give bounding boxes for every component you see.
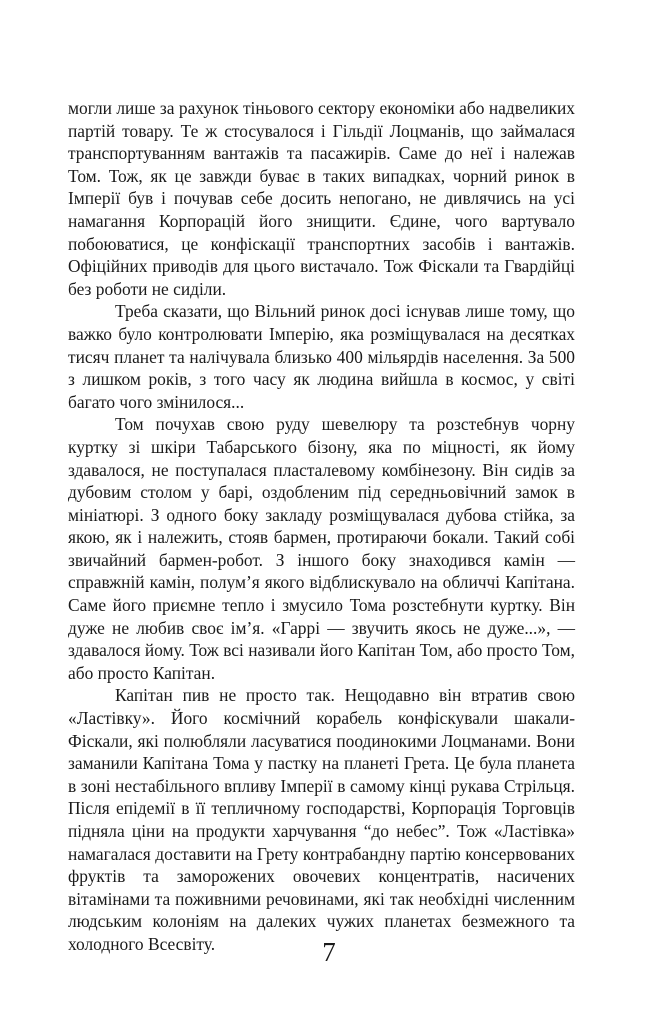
page-number: 7 <box>322 937 336 967</box>
paragraph-3: Том почухав свою руду шевелюру та розстебнув чорну куртку зі шкіри Табарського бізону, яка по міцності, як йому здавалося, не поступалася пласталевому комбінезону. Він сидів за дубовим столом у барі, оздобленим під середньовічний замок в мініатюрі. З одного боку закладу розміщувалася дубова стійка, за якою, як і належить, стояв бармен, протираючи бокали. Такий собі звичайний бармен-робот. З іншого боку знаходився камін — справжній камін, полум’я якого відблискувало на обличчі Капітана. Саме його приємне тепло і змусило Тома розстебнути куртку. Він дуже не любив своє ім’я. «Гаррі — звучить якось не дуже...», — здавалося йому. Тож всі називали його Капітан Том, або просто Том, або просто Капітан. <box>68 414 575 683</box>
paragraph-2: Треба сказати, що Вільний ринок досі існував лише тому, що важко було контролювати Імперію, яка розміщувалася на десятках тисяч планет та налічувала близько 400 мільярдів населення. За 500 з лишком років, з того часу як людина вийшла в космос, у світі багато чого змінилося... <box>68 301 575 412</box>
page-body <box>68 97 575 956</box>
paragraph-1: могли лише за рахунок тіньового сектору економіки або надвеликих партій товару. Те ж стосувалося і Гільдії Лоцманів, що займалася транспортуванням вантажів та пасажирів. Саме до неї і належав Том. Тож, як це завжди буває в таких випадках, чорний ринок в Імперії був і почував себе досить непогано, не дивлячись на усі намагання Корпорацій його знищити. Єдине, чого вартувало побоюватися, це конфіскації транспортних засобів і вантажів. Офіційних приводів для цього вистачало. Тож Фіскали та Гвардійці без роботи не сиділи. <box>68 98 575 299</box>
paragraph-4: Капітан пив не просто так. Нещодавно він втратив свою «Ластівку». Його космічний корабель конфіскували шакали-Фіскали, які полюбляли ласуватися поодинокими Лоцманами. Вони заманили Капітана Тома у пастку на планеті Грета. Це була планета в зоні нестабільного впливу Імперії в самому кінці рукава Стрільця. Після епідемії в її тепличному господарстві, Корпорація Торговців підняла ціни на продукти харчування “до небес”. Тож «Ластівка» намагалася доставити на Грету контрабандну партію консервованих фруктів та заморожених овочевих концентратів, насичених вітамінами та поживними речовинами, які так необхідні численним людським колоніям на далеких чужих планетах безмежного та холодного Всесвіту. <box>68 685 575 954</box>
